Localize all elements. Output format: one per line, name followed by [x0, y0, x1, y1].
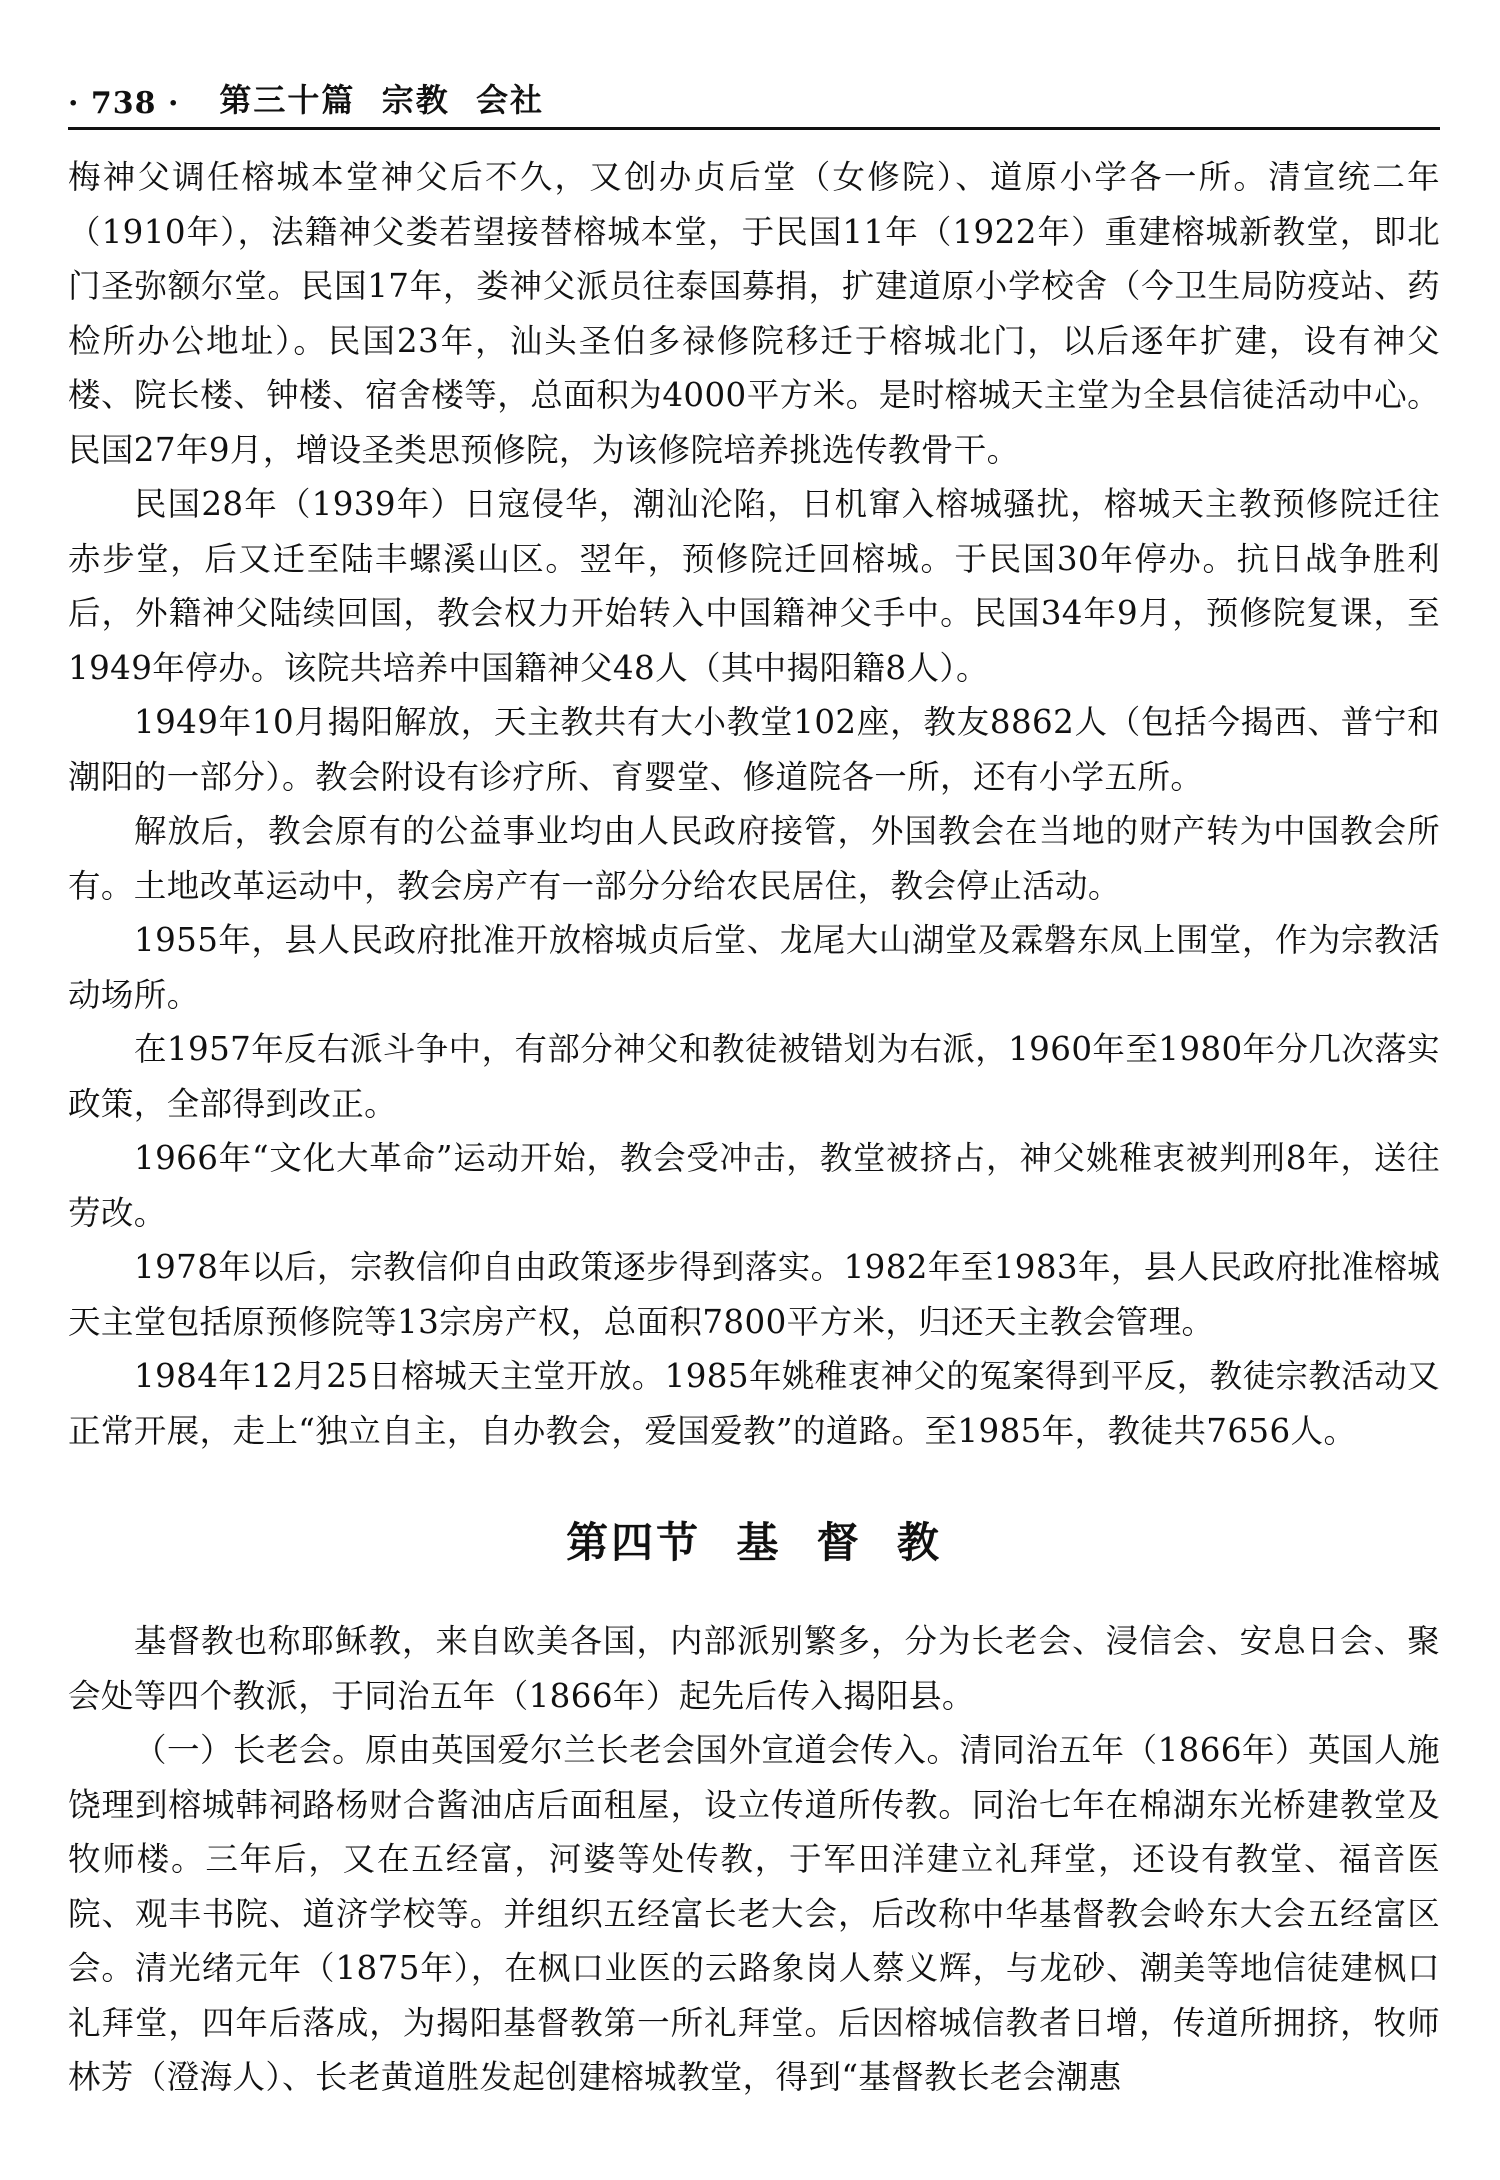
paragraph: 1955年，县人民政府批准开放榕城贞后堂、龙尾大山湖堂及霖磐东凤上围堂，作为宗教活动场所。 — [68, 921, 1440, 1014]
paragraph: 解放后，教会原有的公益事业均由人民政府接管，外国教会在当地的财产转为中国教会所有。土地改革运动中，教会房产有一部分分给农民居住，教会停止活动。 — [68, 812, 1440, 905]
paragraph: 梅神父调任榕城本堂神父后不久，又创办贞后堂（女修院）、道原小学各一所。清宣统二年（1910年），法籍神父娄若望接替榕城本堂，于民国11年（1922年）重建榕城新教堂，即北门圣弥额尔堂。民国17年，娄神父派员往泰国募捐，扩建道原小学校舍（今卫生局防疫站、药检所办公地址）。民国23年，汕头圣伯多禄修院移迁于榕城北门，以后逐年扩建，设有神父楼、院长楼、钟楼、宿舍楼等，总面积为4000平方米。是时榕城天主堂为全县信徒活动中心。民国27年9月，增设圣类思预修院，为该修院培养挑选传教骨干。 — [68, 158, 1440, 469]
paragraph: 在1957年反右派斗争中，有部分神父和教徒被错划为右派，1960年至1980年分几次落实政策，全部得到改正。 — [68, 1030, 1440, 1123]
paragraph: （一）长老会。原由英国爱尔兰长老会国外宣道会传入。清同治五年（1866年）英国人施饶理到榕城韩祠路杨财合酱油店后面租屋，设立传道所传教。同治七年在棉湖东光桥建教堂及牧师楼。三年后，又在五经富，河婆等处传教，于军田洋建立礼拜堂，还设有教堂、福音医院、观丰书院、道济学校等。并组织五经富长老大会，后改称中华基督教会岭东大会五经富区会。清光绪元年（1875年），在枫口业医的云路象岗人蔡义辉，与龙砂、潮美等地信徒建枫口礼拜堂，四年后落成，为揭阳基督教第一所礼拜堂。后因榕城信教者日增，传道所拥挤，牧师林芳（澄海人）、长老黄道胜发起创建榕城教堂，得到“基督教长老会潮惠 — [68, 1731, 1440, 2096]
paragraph: 基督教也称耶稣教，来自欧美各国，内部派别繁多，分为长老会、浸信会、安息日会、聚会处等四个教派，于同治五年（1866年）起先后传入揭阳县。 — [68, 1622, 1440, 1715]
paragraphs-bottom — [68, 1614, 1440, 2105]
paragraph: 1949年10月揭阳解放，天主教共有大小教堂102座，教友8862人（包括今揭西、普宁和潮阳的一部分）。教会附设有诊疗所、育婴堂、修道院各一所，还有小学五所。 — [68, 703, 1440, 796]
paragraph: 1966年“文化大革命”运动开始，教会受冲击，教堂被挤占，神父姚稚衷被判刑8年，送往劳改。 — [68, 1139, 1440, 1232]
page-body — [68, 150, 1440, 2105]
section-title: 第四节 基 督 教 — [566, 1518, 942, 1567]
page-number: · 738 · — [68, 86, 180, 121]
paragraph: 1984年12月25日榕城天主堂开放。1985年姚稚衷神父的冤案得到平反，教徒宗教活动又正常开展，走上“独立自主，自办教会，爱国爱教”的道路。至1985年，教徒共7656人。 — [68, 1357, 1440, 1450]
paragraphs-top — [68, 150, 1440, 1458]
page-header — [68, 78, 1440, 130]
paragraph: 民国28年（1939年）日寇侵华，潮汕沦陷，日机窜入榕城骚扰，榕城天主教预修院迁往赤步堂，后又迁至陆丰螺溪山区。翌年，预修院迁回榕城。于民国30年停办。抗日战争胜利后，外籍神父陆续回国，教会权力开始转入中国籍神父手中。民国34年9月，预修院复课，至1949年停办。该院共培养中国籍神父48人（其中揭阳籍8人）。 — [68, 485, 1440, 687]
paragraph: 1978年以后，宗教信仰自由政策逐步得到落实。1982年至1983年，县人民政府批准榕城天主堂包括原预修院等13宗房产权，总面积7800平方米，归还天主教会管理。 — [68, 1248, 1440, 1341]
running-title: 第三十篇 宗教 会社 — [219, 81, 544, 119]
